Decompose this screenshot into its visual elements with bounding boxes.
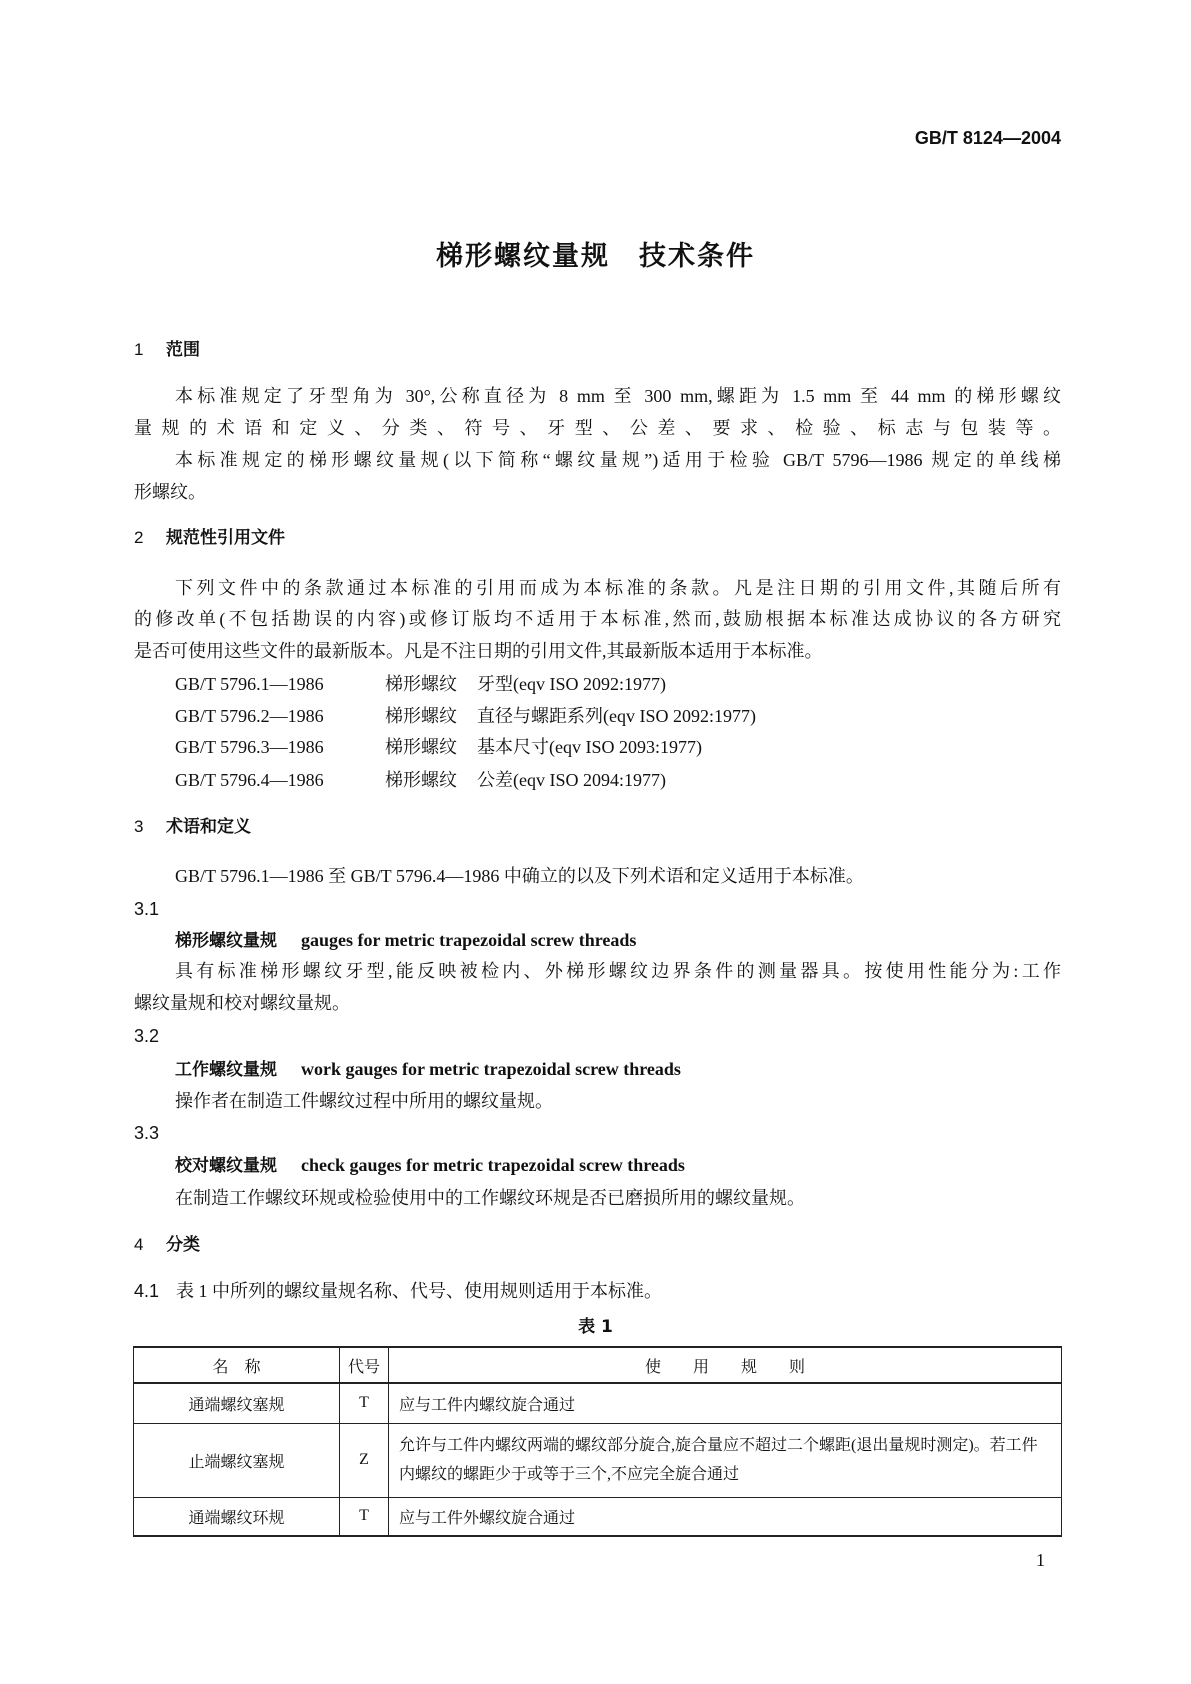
table-caption: 表 1 — [578, 1317, 613, 1337]
table-row: 通端螺纹塞规 T 应与工件内螺纹旋合通过 — [134, 1383, 1062, 1423]
table-row: 止端螺纹塞规 Z 允许与工件内螺纹两端的螺纹部分旋合,旋合量应不超过二个螺距(退出量规时测定)。若工件内螺纹的螺距少于或等于三个,不应完全旋合通过 — [134, 1423, 1062, 1497]
paragraph-line: 操作者在制造工件螺纹过程中所用的螺纹量规。 — [175, 1091, 553, 1111]
term-number: 3.3 — [134, 1123, 160, 1143]
header-rule: 使 用 规 则 — [389, 1347, 1062, 1383]
paragraph-line: 是否可使用这些文件的最新版本。凡是不注日期的引用文件,其最新版本适用于本标准。 — [134, 641, 823, 661]
section-2-heading: 2 规范性引用文件 — [134, 528, 285, 548]
paragraph-line: GB/T 5796.1—1986 至 GB/T 5796.4—1986 中确立的以及下列术语和定义适用于本标准。 — [175, 866, 864, 886]
paragraph-line: 本标准规定的梯形螺纹量规(以下简称“螺纹量规”)适用于检验 GB/T 5796—1986 规定的单线梯 — [175, 450, 1061, 470]
reference-item: GB/T 5796.1—1986 梯形螺纹 牙型(eqv ISO 2092:1977) — [175, 674, 666, 694]
section-1-heading: 1 范围 — [134, 340, 200, 360]
paragraph-line: 形螺纹。 — [134, 482, 206, 502]
term-number: 3.2 — [134, 1026, 160, 1046]
document-title: 梯形螺纹量规 技术条件 — [436, 241, 755, 272]
gauge-classification-table — [133, 1346, 1062, 1537]
standard-code-header: GB/T 8124—2004 — [914, 128, 1061, 148]
table-header-row — [134, 1347, 1062, 1383]
section-3-heading: 3 术语和定义 — [134, 817, 251, 837]
paragraph-line: 螺纹量规和校对螺纹量规。 — [134, 993, 350, 1013]
term-number: 3.1 — [134, 899, 160, 919]
paragraph-line: 具有标准梯形螺纹牙型,能反映被检内、外梯形螺纹边界条件的测量器具。按使用性能分为:工作 — [175, 961, 1061, 981]
reference-item: GB/T 5796.4—1986 梯形螺纹 公差(eqv ISO 2094:1977) — [175, 770, 666, 790]
header-name: 名 称 — [134, 1347, 340, 1383]
page-number: 1 — [1036, 1550, 1045, 1570]
table-row: 通端螺纹环规 T 应与工件外螺纹旋合通过 — [134, 1497, 1062, 1536]
header-code: 代号 — [340, 1347, 389, 1383]
paragraph-line: 的修改单(不包括勘误的内容)或修订版均不适用于本标准,然而,鼓励根据本标准达成协议的各方研究 — [134, 609, 1061, 629]
reference-item: GB/T 5796.3—1986 梯形螺纹 基本尺寸(eqv ISO 2093:1977) — [175, 737, 702, 757]
section-4-heading: 4 分类 — [134, 1235, 200, 1255]
paragraph-line: 量规的术语和定义、分类、符号、牙型、公差、要求、检验、标志与包装等。 — [134, 418, 1061, 438]
term-title: 工作螺纹量规 work gauges for metric trapezoidal screw threads — [175, 1059, 681, 1080]
term-title: 梯形螺纹量规 gauges for metric trapezoidal screw threads — [175, 930, 637, 951]
paragraph-line: 在制造工作螺纹环规或检验使用中的工作螺纹环规是否已磨损所用的螺纹量规。 — [175, 1188, 805, 1208]
paragraph-line: 本标准规定了牙型角为 30°,公称直径为 8 mm 至 300 mm,螺距为 1.5 mm 至 44 mm 的梯形螺纹 — [175, 386, 1061, 406]
term-title: 校对螺纹量规 check gauges for metric trapezoidal screw threads — [175, 1155, 685, 1176]
reference-item: GB/T 5796.2—1986 梯形螺纹 直径与螺距系列(eqv ISO 2092:1977) — [175, 706, 756, 726]
clause-4-1: 4.1 表 1 中所列的螺纹量规名称、代号、使用规则适用于本标准。 — [134, 1281, 662, 1301]
paragraph-line: 下列文件中的条款通过本标准的引用而成为本标准的条款。凡是注日期的引用文件,其随后所有 — [175, 578, 1061, 598]
